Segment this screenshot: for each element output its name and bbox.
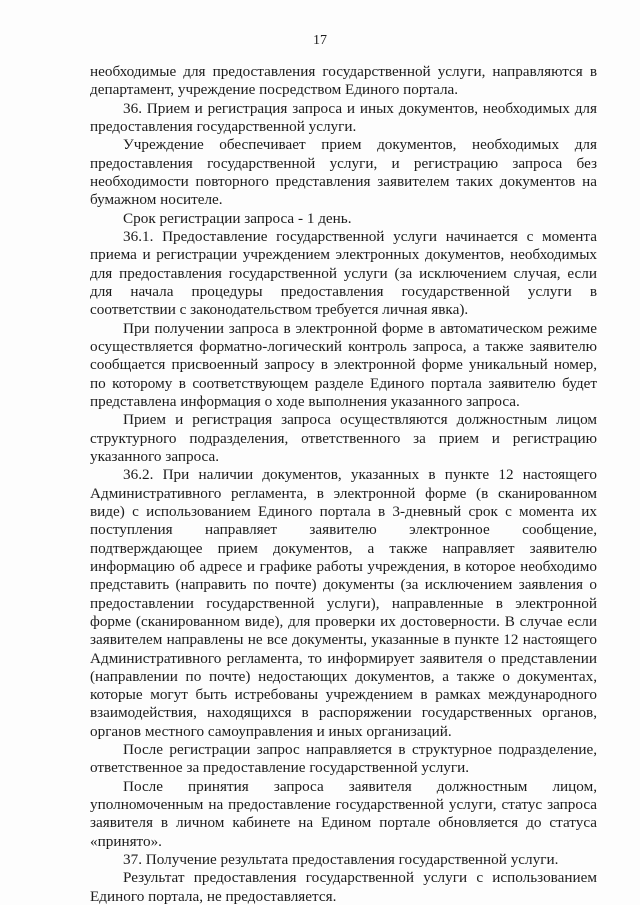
text-line: предоставления государственной услуги, и регистрацию запроса без: [90, 154, 597, 172]
text-line: Результат предоставления государственной услуги с использованием: [123, 869, 597, 887]
text-line: После принятия запроса заявителя должностным лицом,: [123, 777, 597, 795]
text-line: форме (сканированном виде), для проверки их достоверности. В случае если: [90, 612, 597, 630]
text-line: 36.1. Предоставление государственной услуги начинается с момента: [123, 227, 597, 245]
document-body: [90, 63, 597, 906]
text-line: ответственное за предоставление государственной услуги.: [90, 759, 470, 777]
text-line: Учреждение обеспечивает прием документов, необходимых для: [123, 136, 597, 154]
text-line: Административного регламента, в электронной форме (в сканированном: [90, 484, 597, 502]
text-line: осуществляется форматно-логический контроль запроса, а также заявителю: [90, 337, 597, 355]
text-line: которые могут быть истребованы учреждением в рамках международного: [90, 686, 597, 704]
text-line: подтверждающее прием документов, а также направляет заявителю: [90, 539, 597, 557]
text-line: необходимости повторного представления заявителем таких документов на: [90, 172, 597, 190]
text-line: соответствии с законодательством требуется личная явка).: [90, 301, 469, 319]
text-line: (направлении по почте) недостающих документов, а также о документах,: [90, 667, 597, 685]
text-line: предоставления государственной услуги.: [90, 117, 357, 135]
text-line: структурного подразделения, ответственного за прием и регистрацию: [90, 429, 597, 447]
text-line: указанного запроса.: [90, 447, 220, 465]
text-line: по которому в соответствующем разделе Единого портала заявителю будет: [90, 374, 597, 392]
text-line: представить (направить по почте) документы (за исключением заявления о: [90, 576, 597, 594]
text-line: предоставлении государственной услуги), направленные в электронной: [90, 594, 597, 612]
text-line: поступления направляет заявителю электронное сообщение,: [90, 521, 597, 539]
text-line: «принято».: [90, 832, 162, 850]
text-line: приема и регистрации учреждением электронных документов, необходимых: [90, 246, 597, 264]
text-line: для предоставления государственной услуги (за исключением случая, если: [90, 264, 597, 282]
text-line: Прием и регистрация запроса осуществляются должностным лицом: [123, 411, 597, 429]
text-line: уполномоченным на предоставление государственной услуги, статус запроса: [90, 796, 597, 814]
text-line: 36.2. При наличии документов, указанных в пункте 12 настоящего: [123, 466, 597, 484]
text-line: необходимые для предоставления государственной услуги, направляются в: [90, 63, 597, 80]
text-line: взаимодействия, находящихся в распоряжении государственных органов,: [90, 704, 597, 722]
text-line: заявителя в личном кабинете на Едином портале обновляется до статуса: [90, 814, 597, 832]
text-line: После регистрации запрос направляется в структурное подразделение,: [123, 741, 597, 759]
page-number: 17: [313, 33, 327, 48]
text-line: информацию об адресе и графике работы учреждения, в которое необходимо: [90, 557, 597, 575]
text-line: для начала процедуры предоставления государственной услуги в: [90, 282, 597, 300]
text-line: 36. Прием и регистрация запроса и иных документов, необходимых для: [123, 99, 597, 117]
text-line: департамент, учреждение посредством Единого портала.: [90, 81, 459, 99]
text-line: сообщается присвоенный запросу в электронной форме уникальный номер,: [90, 356, 597, 374]
text-line: бумажном носителе.: [90, 191, 223, 209]
text-line: При получении запроса в электронной форме в автоматическом режиме: [123, 319, 597, 337]
text-line: Срок регистрации запроса - 1 день.: [123, 209, 352, 227]
text-line: представлена информация о ходе выполнения указанного запроса.: [90, 392, 520, 410]
text-line: Единого портала, не предоставляется.: [90, 887, 337, 905]
text-line: заявителем направлены не все документы, указанные в пункте 12 настоящего: [90, 631, 597, 649]
text-line: органов местного самоуправления и иных организаций.: [90, 722, 452, 740]
text-line: Административного регламента, то информирует заявителя о представлении: [90, 649, 597, 667]
text-line: 37. Получение результата предоставления государственной услуги.: [123, 851, 559, 869]
text-line: виде) с использованием Единого портала в 3-дневный срок с момента их: [90, 502, 597, 520]
